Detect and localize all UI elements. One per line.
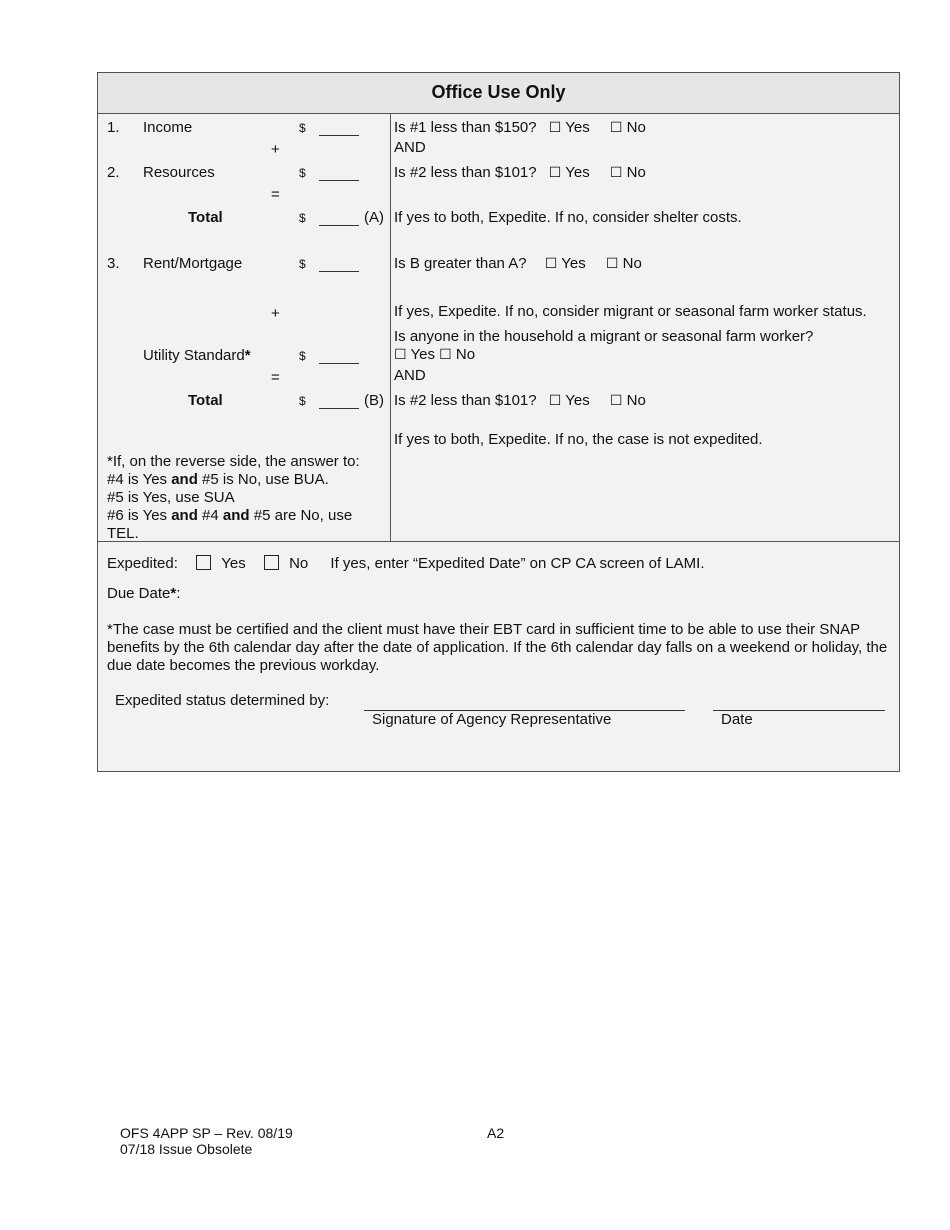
total-b-input[interactable]: [319, 392, 359, 409]
date-label: Date: [721, 711, 753, 728]
footnote-l2b: and: [171, 471, 198, 488]
migrant-answers: [394, 346, 475, 363]
resources-dollar: $: [299, 166, 306, 180]
total-a-input[interactable]: [319, 209, 359, 226]
due-date-star: *: [170, 585, 177, 602]
signature-label: Signature of Agency Representative: [372, 711, 612, 728]
row-2-number: 2.: [107, 164, 120, 181]
total-b-dollar: $: [299, 394, 306, 408]
question-1-no-checkbox[interactable]: ☐: [609, 119, 623, 135]
question-2-no-checkbox[interactable]: ☐: [609, 164, 623, 180]
resources-input[interactable]: [319, 164, 359, 181]
total-a-dollar: $: [299, 211, 306, 225]
question-1: [394, 119, 646, 136]
plus-sign: +: [271, 141, 280, 158]
migrant-yes-label: Yes: [410, 346, 435, 363]
migrant-consider-text: If yes, Expedite. If no, consider migrant or seasonal farm worker status.: [394, 303, 867, 320]
final-instruction: If yes to both, Expedite. If no, the case is not expedited.: [394, 431, 763, 448]
migrant-no-label: No: [455, 346, 476, 363]
column-divider: [390, 113, 391, 541]
question-2: [394, 164, 646, 181]
due-date-colon: :: [176, 585, 181, 602]
utility-dollar: $: [299, 349, 306, 363]
form-title: Office Use Only: [431, 82, 566, 102]
footnote-line-4: [107, 507, 360, 525]
expedited-no-label: No: [289, 555, 309, 572]
question-1-no-label: No: [626, 119, 646, 136]
certification-note: *The case must be certified and the client must have their EBT card in sufficient time to be able to use their SNAP benefits by the 6th calendar day after the date of application. If the 6th calendar day falls on a weekend or holiday, the due date becomes the previous workday.: [107, 621, 888, 674]
footnote-l4b: and: [171, 507, 198, 524]
expedited-yes-label: Yes: [221, 555, 246, 572]
row-3-number: 3.: [107, 255, 120, 272]
obsolete-notice: 07/18 Issue Obsolete: [120, 1141, 253, 1157]
migrant-yes-checkbox[interactable]: ☐: [394, 346, 407, 362]
question-b-yes-checkbox[interactable]: ☐: [548, 392, 562, 408]
page-number: A2: [487, 1125, 505, 1141]
rent-mortgage-label: Rent/Mortgage: [143, 255, 243, 272]
question-b: [394, 392, 646, 409]
question-3: [394, 255, 642, 272]
rent-dollar: $: [299, 257, 306, 271]
footnote-l2c: #5 is No, use BUA.: [197, 471, 329, 488]
question-3-text: Is B greater than A?: [394, 255, 527, 272]
question-b-text: Is #2 less than $101?: [394, 392, 537, 409]
income-label: Income: [143, 119, 193, 136]
total-b-label: Total: [188, 392, 223, 409]
question-b-yes-label: Yes: [565, 392, 590, 409]
due-date-label: Due Date: [107, 585, 171, 602]
utility-input[interactable]: [319, 347, 359, 364]
determined-by-label: Expedited status determined by:: [115, 692, 330, 709]
expedited-no-checkbox[interactable]: [264, 555, 279, 570]
expedited-row: [107, 555, 705, 572]
question-1-yes-checkbox[interactable]: ☐: [548, 119, 562, 135]
footnote-l4e: #5 are No, use: [249, 507, 353, 524]
question-3-yes-label: Yes: [561, 255, 586, 272]
office-use-form: [97, 72, 900, 772]
footnote-l4c: #4: [197, 507, 223, 524]
due-date: [107, 585, 180, 602]
total-a-marker: (A): [364, 209, 384, 226]
and-label-1: AND: [394, 139, 426, 156]
footnote-l4a: #6 is Yes: [107, 507, 172, 524]
footnote-line-2: [107, 471, 360, 489]
equals-sign: =: [271, 186, 280, 203]
plus-sign-2: +: [271, 305, 280, 322]
total-a-instruction: If yes to both, Expedite. If no, consider shelter costs.: [394, 209, 742, 226]
total-b-marker: (B): [364, 392, 384, 409]
utility-standard-star: *: [244, 347, 251, 364]
expedited-yes-checkbox[interactable]: [196, 555, 211, 570]
footnote: [107, 453, 360, 543]
migrant-no-checkbox[interactable]: ☐: [439, 346, 452, 362]
question-1-yes-label: Yes: [565, 119, 590, 136]
question-2-yes-label: Yes: [565, 164, 590, 181]
question-3-no-label: No: [622, 255, 642, 272]
question-b-no-label: No: [626, 392, 646, 409]
footnote-line-1: *If, on the reverse side, the answer to:: [107, 453, 360, 470]
question-2-no-label: No: [626, 164, 646, 181]
footnote-l4d: and: [222, 507, 250, 524]
question-1-text: Is #1 less than $150?: [394, 119, 537, 136]
and-label-2: AND: [394, 367, 426, 384]
expedited-instruction: If yes, enter “Expedited Date” on CP CA screen of LAMI.: [330, 555, 705, 572]
form-id: OFS 4APP SP – Rev. 08/19: [120, 1125, 293, 1141]
total-a-label: Total: [188, 209, 223, 226]
footnote-line-3: #5 is Yes, use SUA: [107, 489, 235, 506]
question-3-no-checkbox[interactable]: ☐: [605, 255, 619, 271]
income-dollar: $: [299, 121, 306, 135]
footnote-l2a: #4 is Yes: [107, 471, 172, 488]
question-2-yes-checkbox[interactable]: ☐: [548, 164, 562, 180]
utility-standard-text: Utility Standard: [143, 347, 245, 364]
row-1-number: 1.: [107, 119, 120, 136]
question-2-text: Is #2 less than $101?: [394, 164, 537, 181]
footnote-line-5: TEL.: [107, 525, 139, 542]
rent-input[interactable]: [319, 255, 359, 272]
migrant-question: Is anyone in the household a migrant or seasonal farm worker?: [394, 328, 814, 345]
question-b-no-checkbox[interactable]: ☐: [609, 392, 623, 408]
equals-sign-2: =: [271, 369, 280, 386]
income-input[interactable]: [319, 119, 359, 136]
page-footer: [120, 1125, 293, 1157]
utility-standard-label: [143, 347, 251, 364]
form-header: [98, 73, 899, 114]
question-3-yes-checkbox[interactable]: ☐: [544, 255, 558, 271]
resources-label: Resources: [143, 164, 215, 181]
expedited-label: Expedited:: [107, 555, 178, 572]
